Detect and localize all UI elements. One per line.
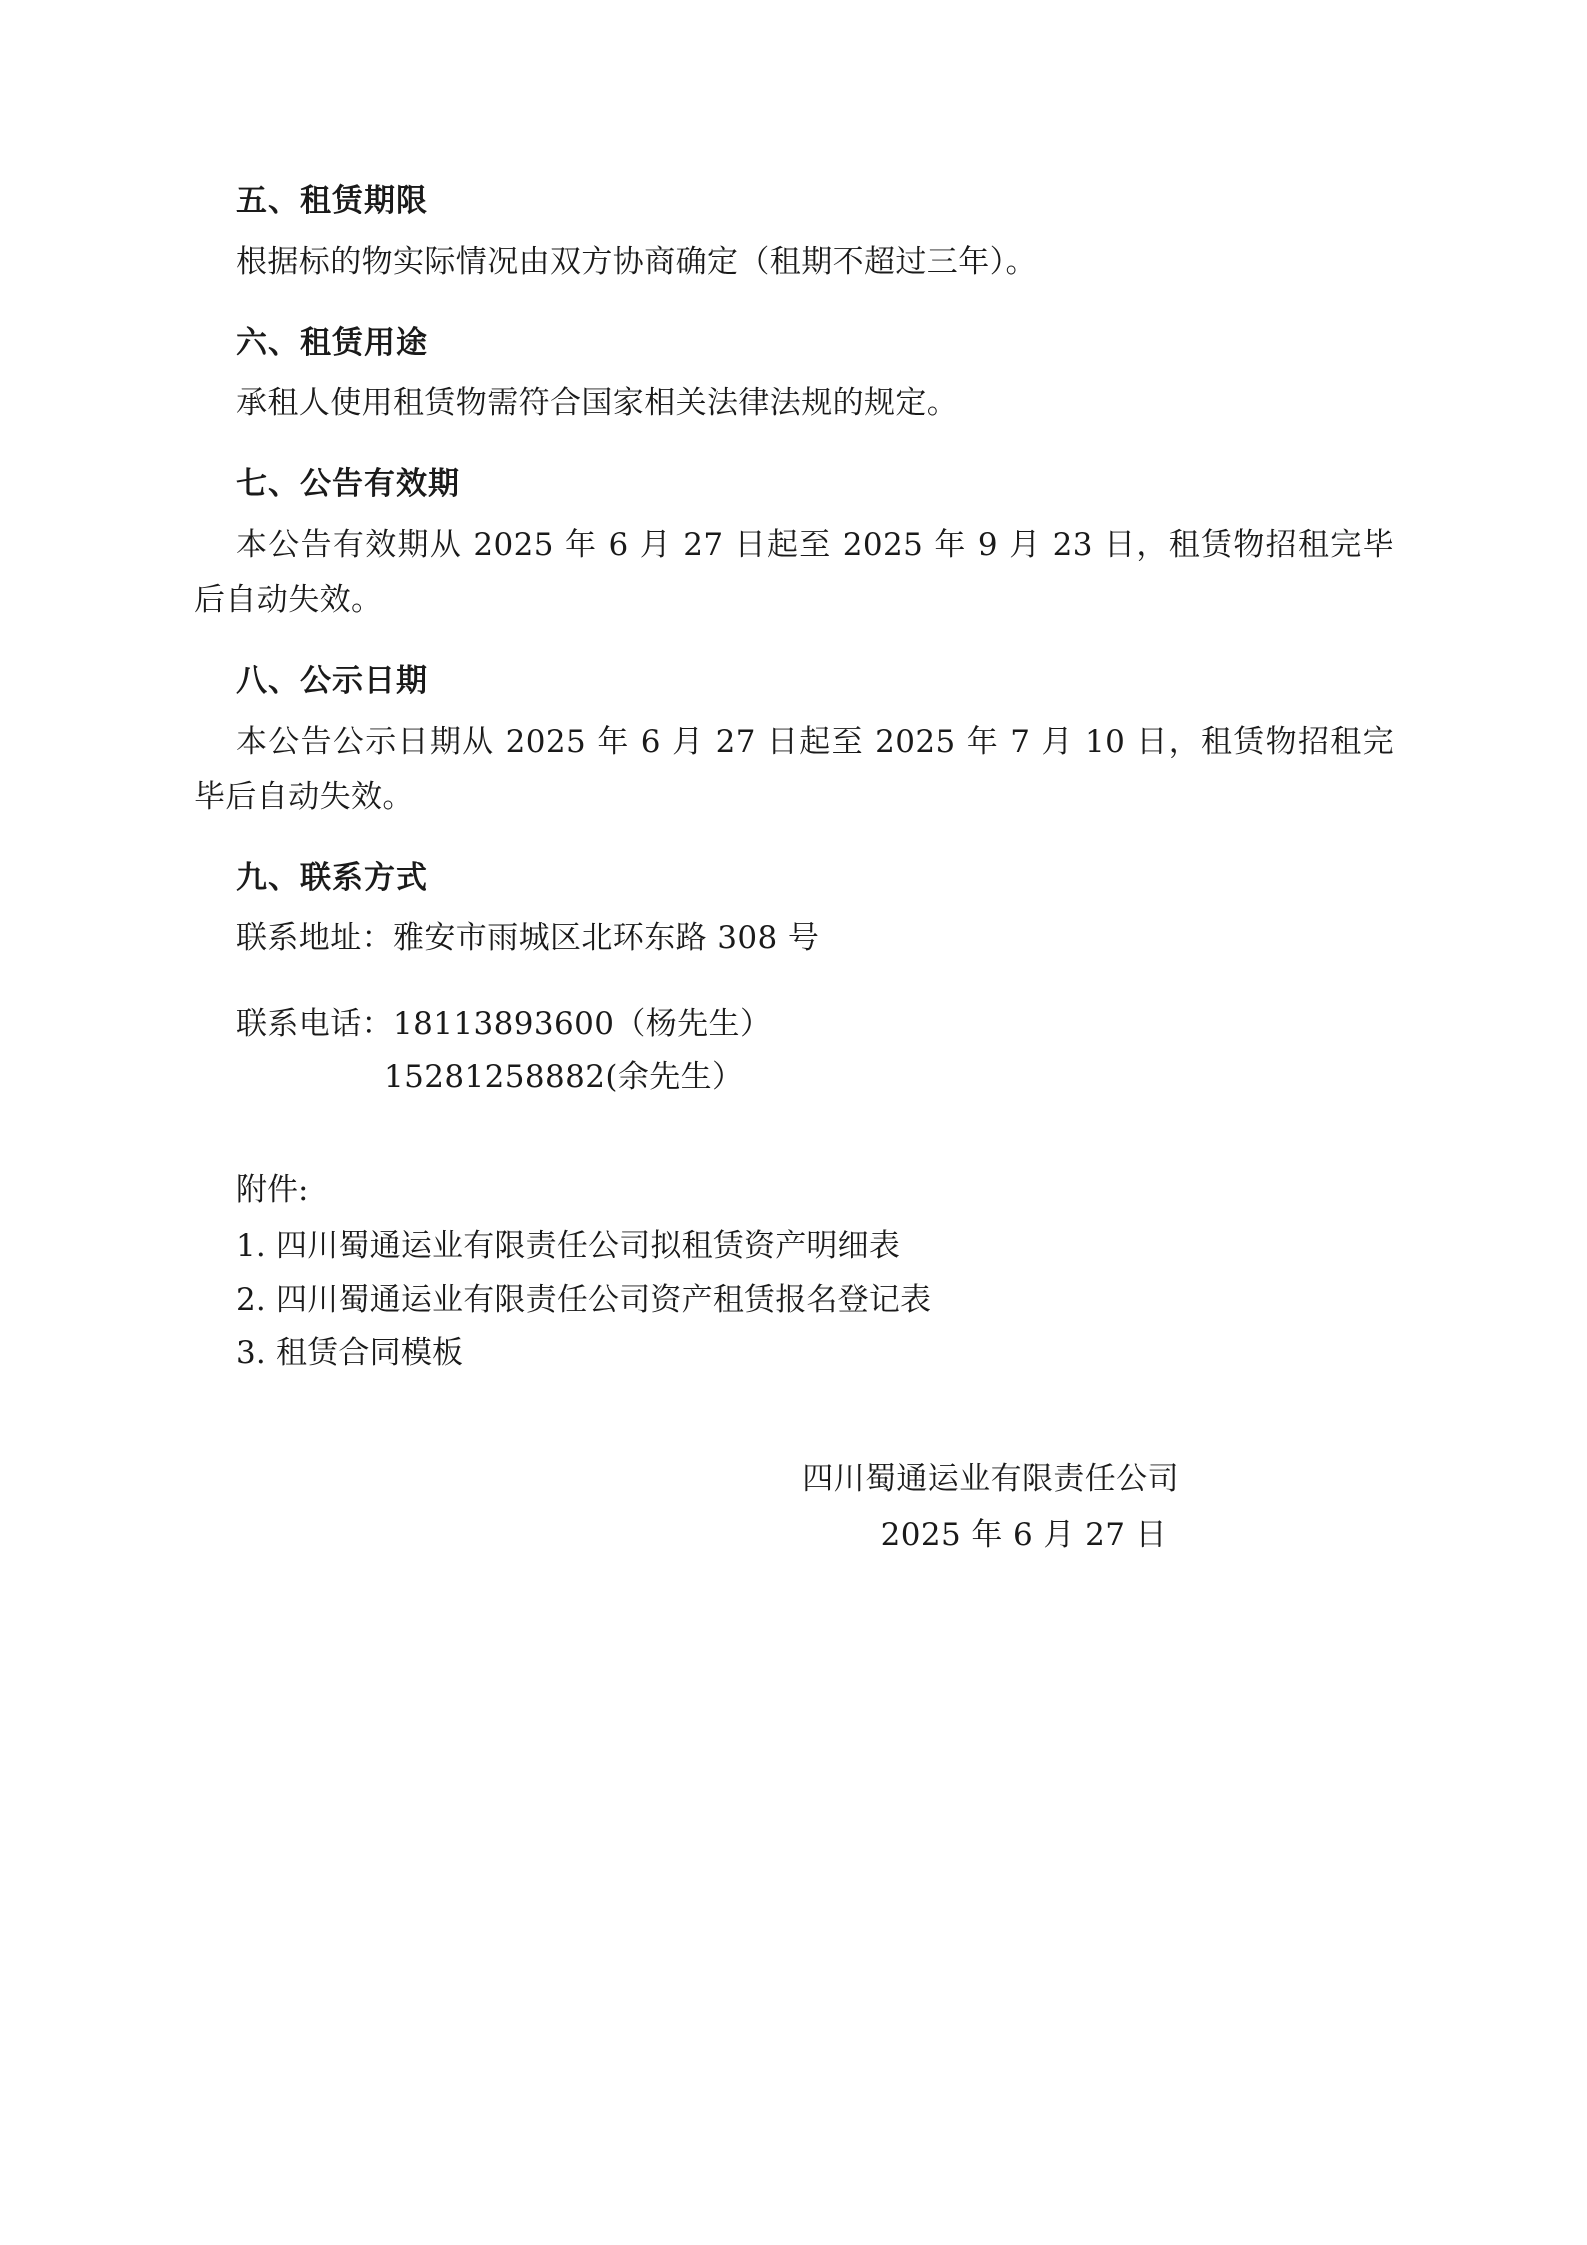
section-heading-8: 八、公示日期	[236, 663, 428, 700]
section-heading-5: 五、租赁期限	[236, 183, 428, 219]
spacer	[194, 640, 1394, 658]
attachment-item-1: 1. 四川蜀通运业有限责任公司拟租赁资产明细表	[236, 1228, 901, 1265]
contact-phone-primary: 联系电话：18113893600（杨先生）	[236, 1006, 772, 1043]
section-heading-6: 六、租赁用途	[236, 324, 428, 361]
signature-block	[194, 1452, 1394, 1564]
spacer	[194, 964, 1394, 998]
signature-company: 四川蜀通运业有限责任公司	[802, 1461, 1179, 1498]
spacer	[194, 1104, 1394, 1164]
section-heading-7: 七、公告有效期	[236, 466, 460, 503]
section-paragraph-8-1: 本公告公示日期从 2025 年 6 月 27 日起至 2025 年 7 月 10 日，租赁物招租完毕后自动失效。	[194, 723, 1394, 815]
section-paragraph-5-1: 根据标的物实际情况由双方协商确定（租期不超过三年）。	[236, 243, 1037, 280]
spacer	[194, 443, 1394, 461]
contact-phone-secondary: 15281258882(余先生）	[384, 1058, 744, 1095]
document-body	[194, 178, 1394, 1564]
section-paragraph-7-1: 本公告有效期从 2025 年 6 月 27 日起至 2025 年 9 月 23 日，租赁物招租完毕后自动失效。	[194, 526, 1394, 619]
signature-date: 2025 年 6 月 27 日	[880, 1517, 1167, 1554]
attachment-item-3: 3. 租赁合同模板	[236, 1334, 464, 1371]
spacer	[194, 837, 1394, 855]
section-heading-9: 九、联系方式	[236, 860, 428, 897]
attachment-item-2: 2. 四川蜀通运业有限责任公司资产租赁报名登记表	[236, 1281, 932, 1318]
spacer	[194, 302, 1394, 320]
section-paragraph-6-1: 承租人使用租赁物需符合国家相关法律法规的规定。	[236, 385, 959, 422]
attachments-title: 附件:	[236, 1171, 309, 1208]
contact-address: 联系地址：雅安市雨城区北环东路 308 号	[236, 919, 820, 956]
